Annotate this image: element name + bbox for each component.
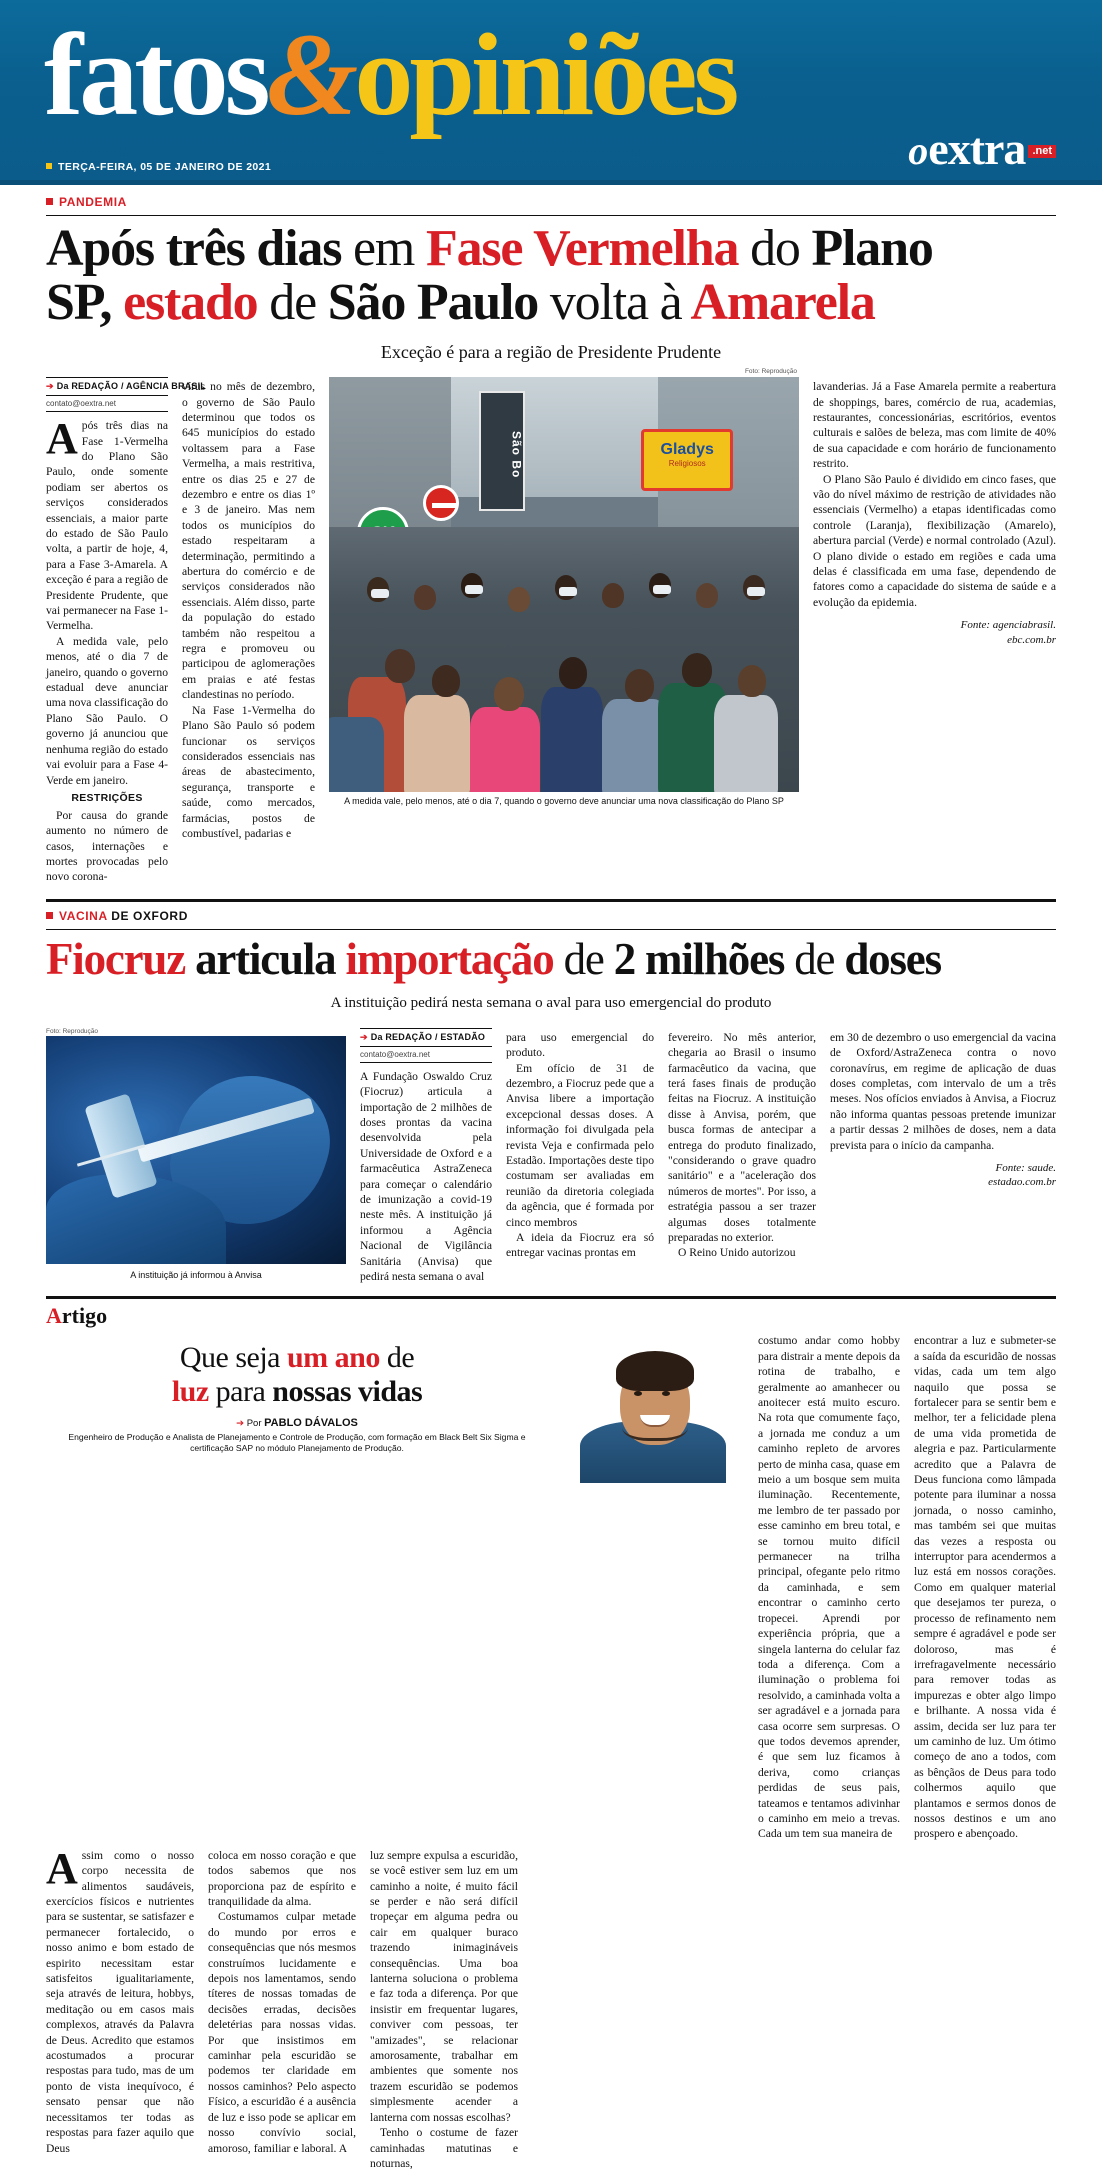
logo-o: o	[908, 128, 929, 173]
article2-headline: Fiocruz articula importação de 2 milhões de doses	[46, 933, 941, 984]
artigo-col5-text	[914, 1333, 1056, 1841]
article1-source-line1: Fonte: agenciabrasil.	[960, 619, 1056, 632]
article1-column-3	[813, 377, 1056, 885]
article1-kicker-text: PANDEMIA	[59, 195, 127, 209]
masthead-title-opinioes: opiniões	[354, 9, 736, 140]
paragraph: para uso emergencial do produto.	[506, 1030, 654, 1060]
artigo-headline-line1	[46, 1341, 548, 1375]
paragraph: O Reino Unido autorizou	[678, 1246, 796, 1260]
article2-col2-text	[506, 1028, 654, 1285]
article1-subhead: Exceção é para a região de Presidente Prudente	[380, 342, 722, 363]
arrow-icon: ➔	[360, 1031, 368, 1042]
square-bullet-icon	[46, 163, 52, 169]
artigo-author-description: Engenheiro de Produção e Analista de Planejamento e Controle de Produção, com formação em Black Belt Six Sigma e certificação SAP no módulo Planejamento de Produção.	[68, 1431, 526, 1454]
artigo-h2a: para	[215, 1374, 273, 1408]
square-bullet-icon	[46, 912, 53, 919]
article1-kicker	[46, 195, 127, 209]
masthead-date-text: TERÇA-FEIRA, 05 DE JANEIRO DE 2021	[58, 161, 272, 173]
crowd-person	[714, 695, 778, 792]
article2-photo-caption: A instituição já informou à Anvisa	[130, 1269, 262, 1280]
paragraph: luz sempre expulsa a escuridão, se você estiver sem luz em um caminho a noite, é muito fácil se perder e não será difícil tropeçar em alguma pedra ou cair em qualquer buraco trazendo inimagináveis consequências. Uma boa lanterna soluciona o problema e faz toda a diferença. Por que insistir em frequentar lugares, conviver com pessoas, ter "amizades", se relacionar amorosamente, trabalhar em ambientes que somente nos trazem escuridão se podemos simplesmente acender a lanterna com nossas escolhas?	[370, 1848, 518, 2124]
paragraph: A Fundação Oswaldo Cruz (Fiocruz) articula a importação de 2 milhões de doses prontas da vacina desenvolvida pela Universidade de Oxford e a farmacêutica AstraZeneca para começar o calendário de imunização a covid-19 neste mês. A instituição já informou a Agência Nacional de Vigilância Sanitária (Anvisa) que pedirá nesta semana o aval	[360, 1069, 492, 1283]
crowd-person	[602, 583, 624, 608]
crowd-person	[432, 665, 460, 697]
article2-kicker	[46, 909, 188, 923]
portrait-hair	[616, 1351, 694, 1391]
article2-photo	[46, 1036, 346, 1264]
article2-col3-text	[668, 1028, 816, 1285]
logo-net-badge: .net	[1028, 145, 1056, 158]
arrow-icon: ➔	[236, 1417, 245, 1429]
crowd-person	[682, 653, 712, 687]
crowd-scene-illustration	[329, 377, 799, 792]
article2-subhead: A instituição pedirá nesta semana o aval para uso emergencial do produto	[330, 994, 772, 1011]
masthead-title	[44, 9, 736, 140]
paragraph: costumo andar como hobby para distrair a mente depois da rotina de trabalho, e geralmente ao amanhecer ou anoitecer está muito escuro. Na rota que comumente faço, a jornada me conduz a um caminho repleto de arvores perto de minha casa, quase em meio a um bosque sem muita iluminação. Recentemente, me lembro de ter passado por esse caminho em breu total, e se tornou muito difícil permanecer na trilha principal, ofegante pelo ritmo da caminhada, e sem encontrar o caminho certo tropecei. Aprendi por experiência própria, que a singela lanterna do celular faz toda a diferença. Com a iluminação o problema foi resolvido, a caminhada volta a ser agradável e a jornada para casa ocorre sem surpresas. O que todos devemos aprender, é que sem luz ficamos à deriva, como crianças perdidas de seus pais, tateamos e tentamos adivinhar o caminho em meio a trevas. Cada um tem sua maneira de	[758, 1334, 900, 1841]
article1-headline	[0, 216, 1102, 330]
paragraph: coloca em nosso coração e que todos sabemos que nos proporciona paz de espírito e tranquilidade da alma.	[208, 1848, 356, 1908]
article1-col3-text	[813, 377, 1056, 610]
masthead-title-amp: &	[266, 9, 355, 140]
artigo-headline	[46, 1333, 548, 1412]
article1-byline	[46, 377, 206, 396]
artigo-col4-text	[758, 1333, 900, 1841]
article1-photo	[329, 377, 799, 792]
article1-source	[813, 618, 1056, 647]
article1-photo-column	[329, 368, 799, 885]
artigo-label-a: A	[46, 1303, 62, 1329]
square-bullet-icon	[46, 198, 53, 205]
artigo-h2b: nossas vidas	[272, 1374, 423, 1408]
artigo-col3-text	[370, 1848, 518, 2171]
masthead-title-fatos: fatos	[44, 9, 267, 140]
paragraph: O Plano São Paulo é dividido em cinco fases, que vão do nível máximo de restrição de atividades não essenciais (Vermelho) a etapas identificadas como controle (Laranja), flexibilização (Amarelo), abertura parcial (Verde) e normal controlado (Azul). O plano divide o estado em regiões e cada uma delas é classificada em uma fase, dependendo de fatores como a capacidade do sistema de saúde e a evolução da epidemia.	[813, 472, 1056, 609]
artigo-by-prefix: Por	[246, 1417, 262, 1429]
artigo-section-bar	[46, 1296, 1056, 1329]
artigo-h1b: de	[386, 1341, 415, 1375]
article2-photo-column	[46, 1028, 346, 1285]
artigo-col1-text	[46, 1843, 194, 2171]
crowd-person	[404, 695, 470, 792]
crowd-person	[414, 585, 436, 610]
article1-photo-caption: A medida vale, pelo menos, até o dia 7, quando o governo deve anunciar uma nova classificação do Plano SP	[344, 796, 784, 807]
face-mask-icon	[559, 587, 577, 596]
article1-headline-line2: SP, estado de São Paulo volta à Amarela	[46, 274, 875, 332]
paragraph: encontrar a luz e submeter-se a saída da escuridão de nossas vidas, cada um tem algo naquilo que possa se fortalecer para se sentir bem e melhor, ter a felicidade plena de uma vida prometida de alegria e paz. Particularmente acredito que a Palavra de Deus funciona como lâmpada potente para iluminar a nossa jornada, o nosso caminho, mas também sei que muitas das vezes a resposta ou interruptor para acendermos a luz está em nossos corações. Como em qualquer material que desejamos ter pureza, o processo de refinamento nem sempre é agradável e pode ser doloroso, mas é irrefragavelmente necessário para remover todas as impurezas e obter algo limpo e brilhante. A nossa vida é assim, decida ser luz para ter um caminho de luz. Um ótimo começo de ano a todos, com as bênçãos de Deus para todo colhermos aquilo que plantamos e sermos donos de nossos destinos e um ano prospero e abençoado.	[914, 1334, 1056, 1841]
article1-photo-credit: Foto: Reprodução	[744, 368, 797, 376]
paragraph: A ideia da Fiocruz era só entregar vacinas prontas em	[506, 1230, 654, 1260]
article1-kicker-row	[0, 185, 1102, 211]
face-mask-icon	[653, 585, 671, 594]
crowd-person	[329, 717, 384, 792]
masthead-date	[46, 161, 271, 173]
article2-body	[0, 1022, 1102, 1285]
article1-byline-text: Da REDAÇÃO / AGÊNCIA BRASIL	[56, 381, 206, 392]
crowd-person	[559, 657, 587, 689]
vaccine-illustration	[46, 1036, 346, 1264]
article2-source	[830, 1161, 1056, 1190]
article1-col1-text	[46, 414, 169, 885]
crowd-person	[508, 587, 530, 612]
paragraph: Por causa do grande aumento no número de casos, internações e mortes provocadas pelo novo corona-	[46, 808, 168, 884]
arrow-icon: ➔	[46, 381, 54, 392]
crowd-person	[738, 665, 766, 697]
article1-headline-line1: Após três dias em Fase Vermelha do Plano	[46, 220, 933, 277]
photo-store-sign-title: Gladys	[660, 441, 714, 459]
article2-col4-text	[830, 1028, 1056, 1153]
paragraph: A medida vale, pelo menos, até o dia 7 de janeiro, quando o governo estadual deve anunciar uma nova classificação do Plano São Paulo. O governo já anunciou que nenhuma região do estado vai evoluir para a Fase 4-Verde em janeiro.	[46, 634, 169, 787]
author-portrait	[562, 1333, 744, 1483]
article1-body	[0, 368, 1102, 885]
artigo-label-rest: rtigo	[61, 1303, 108, 1329]
artigo-by-name: PABLO DÁVALOS	[264, 1416, 358, 1429]
article2-byline-text: Da REDAÇÃO / ESTADÃO	[370, 1031, 486, 1042]
photo-store-sign-sub: Religiosos	[668, 458, 706, 468]
paragraph: Assim como o nosso corpo necessita de alimentos saudáveis, exercícios físicos e nutrientes para se sustentar, se satisfazer e permanecer fortalecido, o nosso animo e bom estado de espirito necessitam estar satisfeitos igualitariamente, seja através de leitura, hobbys, meditação ou em casos mais complexos, através da Palavra de Deus. Acredito que estamos acostumados a procurar respostas para tudo, mas de um ponto de vista inequívoco, é sensato pensar que não necessitamos ter todas as respostas para fazer aquilo que Deus	[46, 1843, 194, 2155]
paragraph: vírus no mês de dezembro, o governo de São Paulo determinou que todos os 645 municípios do estado voltassem para a Fase Vermelha, a mais restritiva, entre os dias 25 e 27 de dezembro e entre os dias 1º e 3 de janeiro. Mas nem todos os municípios do estado respeitaram a determinação, permitindo a abertura do comércio e de serviços considerados não essenciais. Além disso, parte da população do estado também não respeitou a regra e promoveu ou participou de aglomerações em praias e até festas clandestinas no período.	[182, 380, 315, 702]
paragraph: Após três dias na Fase 1-Vermelha do Plano São Paulo, onde somente podiam ser abertos os serviços considerados essenciais, a maior parte do estado de São Paulo volta, a partir de hoje, 4, para a Fase 3-Amarela. A exceção é para a região de Presidente Prudente, que vai permanecer na Fase 1-Vermelha.	[46, 414, 168, 633]
face-mask-icon	[371, 589, 389, 598]
photo-store-sign	[641, 429, 733, 491]
article2-column-4	[830, 1028, 1056, 1285]
article1-source-line2: ebc.com.br	[1007, 633, 1056, 646]
crowd-person	[494, 677, 524, 711]
artigo-byline	[46, 1413, 548, 1429]
paragraph: fevereiro. No mês anterior, chegaria ao Brasil o insumo farmacêutico da vacina, que terá fases finais de produção feitas na Fiocruz. A instituição disse à Anvisa, porém, que busca formas de antecipar a entrega do produto finalizado, "considerando o grave quadro sanitário" e a "aceleração dos números de mortes". Por isso, a estratégia passou a ser trazer algumas doses totalmente preparadas no exterior.	[668, 1030, 816, 1244]
article2-source-line2: estadao.com.br	[988, 1176, 1056, 1189]
article1-subsection-title: RESTRIÇÕES	[71, 791, 143, 804]
artigo-body	[0, 1329, 1102, 1841]
masthead	[0, 0, 1102, 185]
paragraph: Em ofício de 31 de dezembro, a Fiocruz pede que a Anvisa libere a importação excepcional dessas doses. A informação foi divulgada pela revista Veja e confirmada pelo Estadão. Importações deste tipo costumam ser avaliadas em reunião da diretoria colegiada da agência, que é formada por cinco membros	[506, 1061, 654, 1229]
article2-column-1	[360, 1028, 492, 1285]
article1-col2-text	[182, 377, 315, 885]
face-mask-icon	[747, 587, 765, 596]
paragraph: Tenho o costume de fazer caminhadas matutinas e noturnas,	[370, 2126, 518, 2170]
article1-column-1	[46, 377, 206, 885]
artigo-h2red: luz	[171, 1374, 216, 1408]
paragraph: lavanderias. Já a Fase Amarela permite a reabertura de shoppings, bares, comércio de rua, academias, restaurantes, concessionárias, escritórios, eventos culturais e salões de beleza, mas com limite de 40% de sua capacidade e com horário de funcionamento restrito.	[813, 380, 1056, 471]
article2-byline	[360, 1028, 492, 1047]
artigo-lower-body	[0, 1842, 1102, 2171]
artigo-col2-text	[208, 1848, 356, 2171]
artigo-h1red: um ano	[286, 1341, 387, 1375]
artigo-headline-line2	[46, 1375, 548, 1409]
face-mask-icon	[465, 585, 483, 594]
article2-kicker-row	[0, 902, 1102, 925]
artigo-section-label	[46, 1303, 107, 1328]
artigo-h1a: Que seja	[179, 1341, 287, 1375]
article2-photo-credit: Foto: Reprodução	[46, 1027, 99, 1035]
crowd-person	[541, 687, 603, 792]
paragraph: em 30 de dezembro o uso emergencial da vacina de Oxford/AstraZeneca contra o novo coronavírus, em regime de aplicação de duas doses completas, com intervalo de um a três meses. Nos ofícios enviados à Anvisa, a Fiocruz não informa quantas pessoas pretende imunizar a partir dessas 2 milhões de doses, nem a data prevista para o início da campanha.	[830, 1030, 1056, 1152]
article2-kicker-sub: DE OXFORD	[111, 908, 188, 923]
no-entry-sign-icon	[423, 485, 459, 521]
article2-source-line1: Fonte: saude.	[995, 1161, 1056, 1174]
photo-street-sign: São Bo	[479, 391, 525, 511]
crowd-person	[385, 649, 415, 683]
crowd-person	[696, 583, 718, 608]
article2-byline-email: contato@oextra.net	[360, 1050, 492, 1063]
article1-byline-email: contato@oextra.net	[46, 399, 168, 412]
crowd-person	[625, 669, 654, 702]
paragraph: Costumamos culpar metade do mundo por erros e consequências que nós mesmos construímos lucidamente e depois nos lamentamos, sendo títeres de nossas tomadas de decisões erradas, decisões deletérias para nossas vidas. Por que insistimos em caminhar pela escuridão se podemos ter claridade em nossos caminhos? Pelo aspecto Físico, a escuridão é a ausência de luz e isso pode se aplicar em nosso convívio social, amoroso, familiar e laboral. A	[208, 1910, 356, 2155]
article2-kicker-text: VACINA	[59, 908, 108, 923]
masthead-logo	[908, 123, 1056, 174]
article2-col1-text	[360, 1069, 492, 1285]
artigo-title-block	[46, 1333, 548, 1841]
crowd-person	[470, 707, 540, 792]
paragraph: Na Fase 1-Vermelha do Plano São Paulo só podem funcionar os serviços considerados essenciais nas áreas de abastecimento, segurança, transporte e saúde, como mercados, farmácias, postos de combustível, padarias e	[182, 703, 315, 840]
logo-extra: extra	[928, 123, 1026, 174]
artigo-portrait-column	[562, 1333, 744, 1841]
